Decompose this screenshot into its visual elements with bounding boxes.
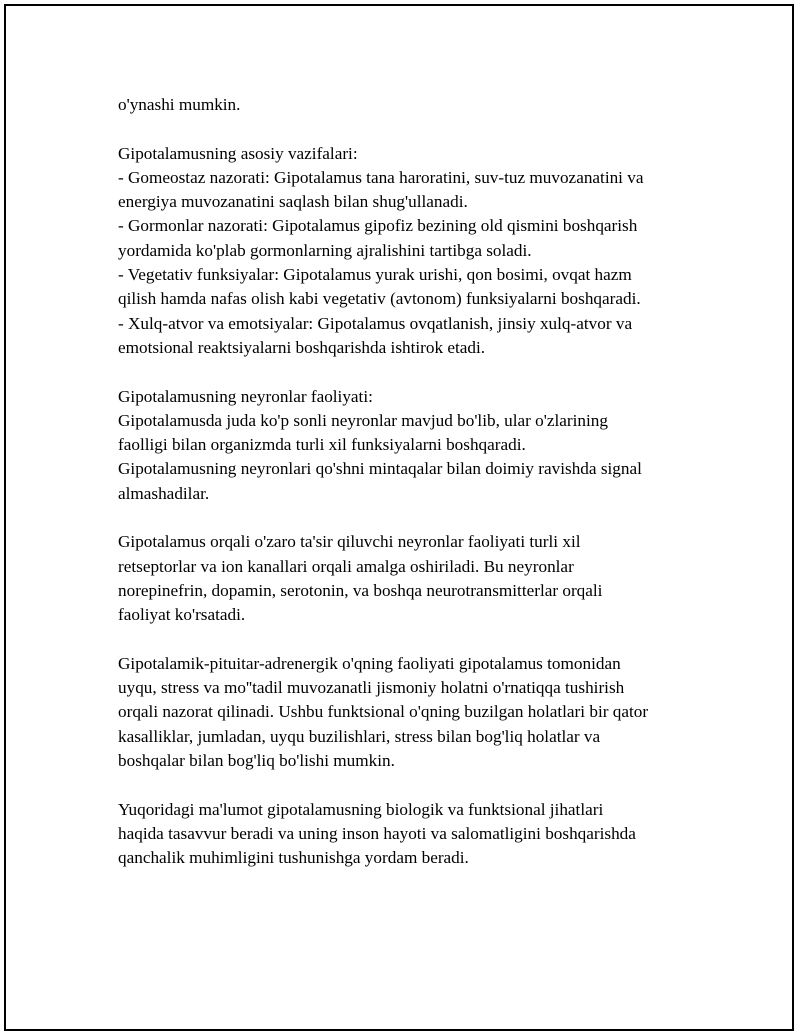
text-line: kasalliklar, jumladan, uyqu buzilishlari, stress bilan bog'liq holatlar va: [118, 726, 601, 746]
document-body: [118, 93, 718, 895]
list-item-text: - Gormonlar nazorati: Gipotalamus gipofiz bezining old qismini boshqarish: [118, 216, 638, 236]
paragraph-neuron-activity: [118, 385, 718, 506]
section-heading: Gipotalamusning neyronlar faoliyati:: [118, 386, 373, 406]
paragraph-receptors: [118, 530, 718, 627]
text-line: Gipotalamik-pituitar-adrenergik o'qning faoliyati gipotalamus tomonidan: [118, 653, 621, 673]
paragraph-continuation: [118, 93, 718, 117]
text-line: orqali nazorat qilinadi. Ushbu funktsional o'qning buzilgan holatlari bir qator: [118, 702, 649, 722]
list-item-text: - Xulq-atvor va emotsiyalar: Gipotalamus ovqatlanish, jinsiy xulq-atvor va: [118, 313, 633, 333]
paragraph-hpa-axis: [118, 652, 718, 773]
list-item-text: - Gomeostaz nazorati: Gipotalamus tana haroratini, suv-tuz muvozanatini va: [118, 167, 644, 187]
text-line: o'ynashi mumkin.: [118, 95, 241, 114]
text-line: faolligi bilan organizmda turli xil funksiyalarni boshqaradi.: [118, 435, 526, 455]
text-line: uyqu, stress va mo''tadil muvozanatli jismoniy holatni o'rnatiqqa tushirish: [118, 678, 625, 698]
paragraph-main-functions: [118, 142, 718, 361]
text-line: retseptorlar va ion kanallari orqali amalga oshiriladi. Bu neyronlar: [118, 556, 574, 576]
text-line: qanchalik muhimligini tushunishga yordam beradi.: [118, 848, 469, 868]
section-heading: Gipotalamusning asosiy vazifalari:: [118, 143, 358, 163]
text-line: Gipotalamusning neyronlari qo'shni mintaqalar bilan doimiy ravishda signal: [118, 459, 642, 479]
paragraph-conclusion: [118, 798, 718, 871]
text-line: Yuqoridagi ma'lumot gipotalamusning biologik va funktsional jihatlari: [118, 799, 604, 819]
text-line: haqida tasavvur beradi va uning inson hayoti va salomatligini boshqarishda: [118, 823, 636, 843]
list-item-text: energiya muvozanatini saqlash bilan shug'ullanadi.: [118, 192, 468, 212]
text-line: faoliyat ko'rsatadi.: [118, 605, 246, 625]
text-line: almashadilar.: [118, 483, 210, 503]
text-line: boshqalar bilan bog'liq bo'lishi mumkin.: [118, 751, 395, 771]
list-item-text: emotsional reaktsiyalarni boshqarishda ishtirok etadi.: [118, 337, 486, 357]
text-line: norepinefrin, dopamin, serotonin, va boshqa neurotransmitterlar orqali: [118, 580, 603, 600]
list-item-text: - Vegetativ funksiyalar: Gipotalamus yurak urishi, qon bosimi, ovqat hazm: [118, 265, 632, 285]
list-item-text: qilish hamda nafas olish kabi vegetativ (avtonom) funksiyalarni boshqaradi.: [118, 289, 641, 309]
list-item-text: yordamida ko'plab gormonlarning ajralishini tartibga soladi.: [118, 240, 532, 260]
text-line: Gipotalamus orqali o'zaro ta'sir qiluvchi neyronlar faoliyati turli xil: [118, 532, 581, 552]
text-line: Gipotalamusda juda ko'p sonli neyronlar mavjud bo'lib, ular o'zlarining: [118, 410, 608, 430]
